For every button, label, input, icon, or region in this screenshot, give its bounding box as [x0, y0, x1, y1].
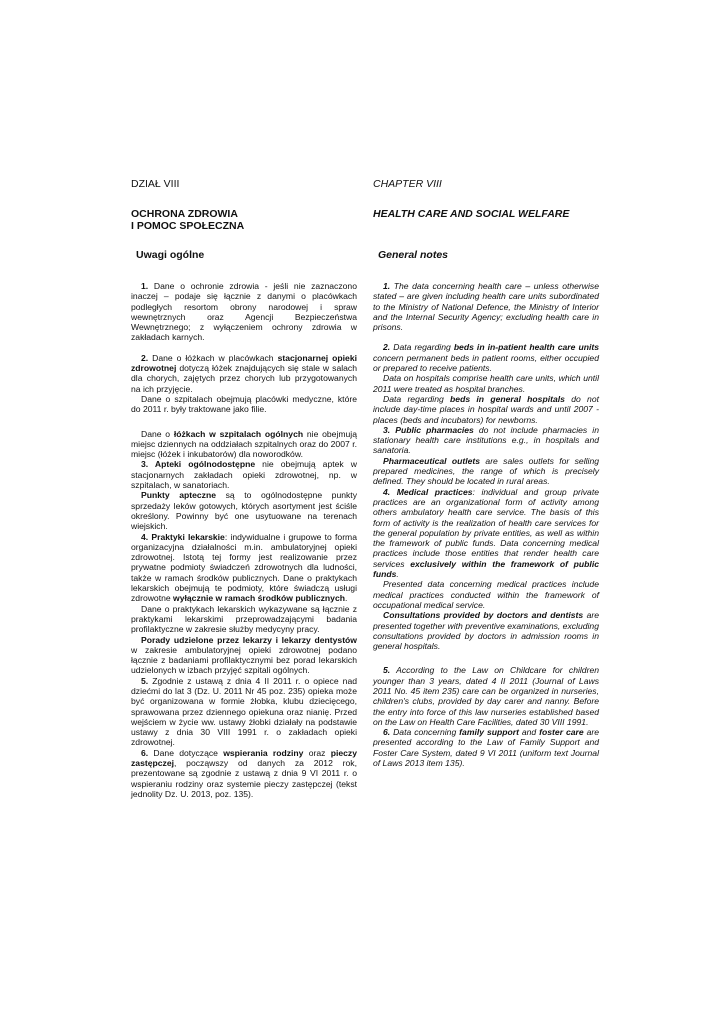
bold-term: Porady udzielone przez lekarzy i lekarzy dentystów: [141, 634, 357, 645]
paragraph-number: 1.: [141, 281, 149, 291]
paragraph-11: [373, 727, 599, 768]
bold-term: family support: [459, 727, 519, 738]
paragraph-text: do not include pharmacies in stationary health care institutions e.g., in hospitals and sanatoria.: [373, 424, 599, 456]
paragraph-text: .: [344, 593, 348, 604]
paragraph-2: [373, 342, 599, 373]
paragraph-text: Dane o ochronie zdrowia - jeśli nie zaznaczono inaczej – podaje się łącznie z danymi o placówkach podległych resortom obrony narodowej i spraw wewnętrznych oraz Agencji Bezpieczeństwa Wewnętrznego; z wyłączeniem ochrony zdrowia w zakładach karnych.: [131, 281, 357, 343]
section-subtitle: General notes: [378, 249, 449, 261]
bold-term: łóżkach w szpitalach ogólnych: [173, 428, 304, 439]
bold-term: stacjonarnej opieki zdrowotnej: [131, 352, 357, 374]
paragraph-number: 5.: [141, 675, 149, 686]
paragraph-text: dotyczą łóżek znajdujących się stale w salach dla chorych, zajętych przez chorych lub przygotowanych na ich przyjęcie.: [131, 363, 357, 394]
paragraph-text: oraz: [303, 747, 331, 758]
paragraph-number: 3.: [383, 424, 391, 435]
paragraph-text: are presented according to the Law of Family Support and Foster Care System, dated 9 VI 2011 (uniform text Journal of Laws 2013 item 135).: [373, 727, 600, 769]
paragraph-number: 4.: [141, 531, 149, 542]
chapter-title-line-2: I POMOC SPOŁECZNA: [131, 220, 245, 232]
bold-term: exclusively within the framework of public funds: [373, 558, 599, 580]
paragraph-4: [131, 429, 357, 460]
paragraph-text: The data concerning health care – unless otherwise stated – are given including health care units subordinated to the Ministry of National Defence, the Ministry of Interior and the Internal Security Agency; excluding health care in prisons.: [373, 281, 599, 333]
paragraph-5: [373, 425, 599, 456]
paragraph-text: According to the Law on Childcare for children younger than 3 years, dated 4 II 2011 (Journal of Laws 2011 No. 45 item 235) care can be organized in nurseries, children's clubs, provided by day carer and nanny. Before the entry into force of this law nurseries established based on the Law on Health Care Facilities, dated 30 VIII 1991.: [373, 665, 599, 727]
bold-term: Medical practices: [390, 486, 473, 497]
chapter-title-line-1: OCHRONA ZDROWIA: [131, 208, 238, 220]
paragraph-text: : individual and group private practices are an organizational form of activity among others ambulatory health care service. The basis of this form of activity is the realization of health care services for the general population by private entities, as well as within the framework of public funds. Data concerning medical practices include those entities that render health care services: [373, 486, 599, 569]
chapter-label: CHAPTER VIII: [373, 178, 442, 190]
bold-term: beds in general hospitals: [450, 393, 565, 404]
bold-term: wyłącznie w ramach środków publicznych: [173, 593, 345, 604]
paragraph-7: [373, 487, 599, 580]
chapter-title: [131, 208, 357, 232]
paragraph-text: Data concerning: [390, 727, 460, 738]
bold-term: wspierania rodziny: [223, 747, 304, 758]
paragraph-6: [131, 490, 357, 531]
bold-term: Public pharmacies: [390, 424, 474, 435]
chapter-title: [373, 208, 599, 232]
paragraph-number: 3.: [141, 459, 149, 470]
paragraph-text: Zgodnie z ustawą z dnia 4 II 2011 r. o opiece nad dziećmi do lat 3 (Dz. U. 2011 Nr 45 poz. 235) opieka może być organizowana w formie żłobka, klubu dziecięcego, sprawowana przez dziennego opiekuna oraz nianię. Przed wejściem w życie ww. ustawy żłobki działały na podstawie ustawy z dnia 30 VIII 1991 r. o zakładach opieki zdrowotnej.: [131, 675, 357, 748]
paragraph-text: nie obejmują aptek w stacjonarnych zakładach opieki zdrowotnej, np. w szpitalach, w sanatoriach.: [131, 459, 357, 491]
paragraph-6: [373, 456, 599, 487]
bold-term: Pharmaceutical outlets: [383, 455, 481, 466]
paragraph-text: and: [518, 727, 540, 738]
chapter-title-line-1: HEALTH CARE AND SOCIAL WELFARE: [373, 208, 570, 220]
paragraph-8: [131, 604, 357, 635]
paragraph-10: [131, 676, 357, 748]
bold-term: pieczy zastępczej: [131, 747, 357, 769]
paragraph-text: , począwszy od danych za 2012 rok, prezentowane są zgodnie z ustawą z dnia 9 VI 2011 r. o wspieraniu rodziny oraz systemie pieczy zastępczej (tekst jednolity Dz. U. 2013, poz. 135).: [131, 758, 357, 799]
paragraph-number: 4.: [383, 486, 391, 497]
paragraph-text: .: [396, 569, 399, 580]
paragraph-3: [373, 373, 599, 394]
paragraph-text: Data on hospitals comprise health care units, which until 2011 were treated as hospital branches.: [373, 373, 599, 394]
paragraph-number: 5.: [383, 665, 391, 676]
paragraph-number: 6.: [383, 727, 391, 738]
bold-term: Praktyki lekarskie: [148, 531, 225, 542]
paragraph-text: Dane o praktykach lekarskich wykazywane są łącznie z praktykami lekarskimi przeprowadzającymi badania profilaktyczne w zakresie służby medycyny pracy.: [131, 603, 357, 635]
paragraph-text: Presented data concerning medical practices include medical practices conducted within the framework of occupational medical service.: [373, 579, 599, 610]
paragraph-9: [373, 610, 599, 651]
paragraph-4: [373, 394, 599, 425]
chapter-title-line-2: [373, 220, 599, 232]
bold-term: foster care: [539, 727, 584, 738]
paragraph-3: [131, 394, 357, 415]
paragraph-text: Dane o: [141, 428, 174, 439]
paragraph-text: Data regarding: [390, 342, 454, 353]
paragraph-text: are sales outlets for selling prepared medicines, the range of which is precisely defined. They should be located in rural areas.: [373, 455, 599, 487]
section-subtitle: Uwagi ogólne: [136, 249, 205, 261]
paragraph-text: do not include day-time places in hospital wards and until 2007 - places (beds and incubators) for newborns.: [373, 393, 599, 425]
paragraph-8: [373, 579, 599, 610]
paragraph-number: 2.: [383, 342, 391, 353]
paragraph-number: 1.: [383, 281, 391, 291]
paragraph-9: [131, 635, 357, 676]
bold-term: Apteki ogólnodostępne: [148, 459, 256, 470]
paragraph-text: are presented together with preventive examinations, excluding consultations provided by doctors in admission rooms in general hospitals.: [373, 610, 599, 652]
paragraph-5: [131, 459, 357, 490]
paragraph-text: Dane o łóżkach w placówkach: [148, 352, 278, 363]
chapter-label: DZIAŁ VIII: [131, 178, 180, 190]
paragraph-2: [131, 353, 357, 394]
english-column: [373, 178, 599, 768]
paragraph-text: : indywidualne i grupowe to forma organizacyjna działalności m.in. ambulatoryjnej opieki zdrowotnej. Istotą tej formy jest realizowanie przez prywatne podmioty świadczeń zdrowotnych dla ludności, także w ramach środków publicznych. Dane o praktykach lekarskich obejmują te podmioty, które świadczą usługi zdrowotne: [131, 531, 357, 604]
paragraph-text: Dane dotyczące: [148, 747, 224, 758]
paragraph-text: są to ogólnodostępne punkty sprzedaży leków gotowych, których asortyment jest ściśle określony. Powinny być one usytuowane na terenach wiejskich.: [131, 490, 357, 532]
paragraph-text: Data regarding: [383, 393, 451, 404]
polish-column: [131, 178, 357, 799]
paragraph-text: Dane o szpitalach obejmują placówki medyczne, które do 2011 r. były traktowane jako filie.: [131, 393, 357, 415]
paragraph-text: nie obejmują miejsc dziennych na oddziałach szpitalnych oraz do 2007 r. miejsc (łóżek i inkubatorów) dla noworodków.: [131, 428, 357, 460]
paragraph-number: 6.: [141, 747, 149, 758]
paragraph-text: concern permanent beds in patient rooms, either occupied or prepared to receive patients.: [373, 352, 599, 374]
paragraph-7: [131, 532, 357, 604]
paragraph-10: [373, 665, 599, 727]
bold-term: Consultations provided by doctors and dentists: [383, 610, 584, 621]
paragraph-text: w zakresie ambulatoryjnej opieki zdrowotnej podano łącznie z badaniami profilaktycznymi bez porad lekarskich udzielonych w izbach przyjęć szpitali ogólnych.: [131, 644, 357, 676]
paragraph-1: [131, 281, 357, 343]
bold-term: Punkty apteczne: [141, 490, 216, 501]
paragraph-number: 2.: [141, 352, 149, 363]
bold-term: beds in in-patient health care units: [453, 342, 599, 353]
paragraph-11: [131, 748, 357, 799]
paragraph-1: [373, 281, 599, 332]
